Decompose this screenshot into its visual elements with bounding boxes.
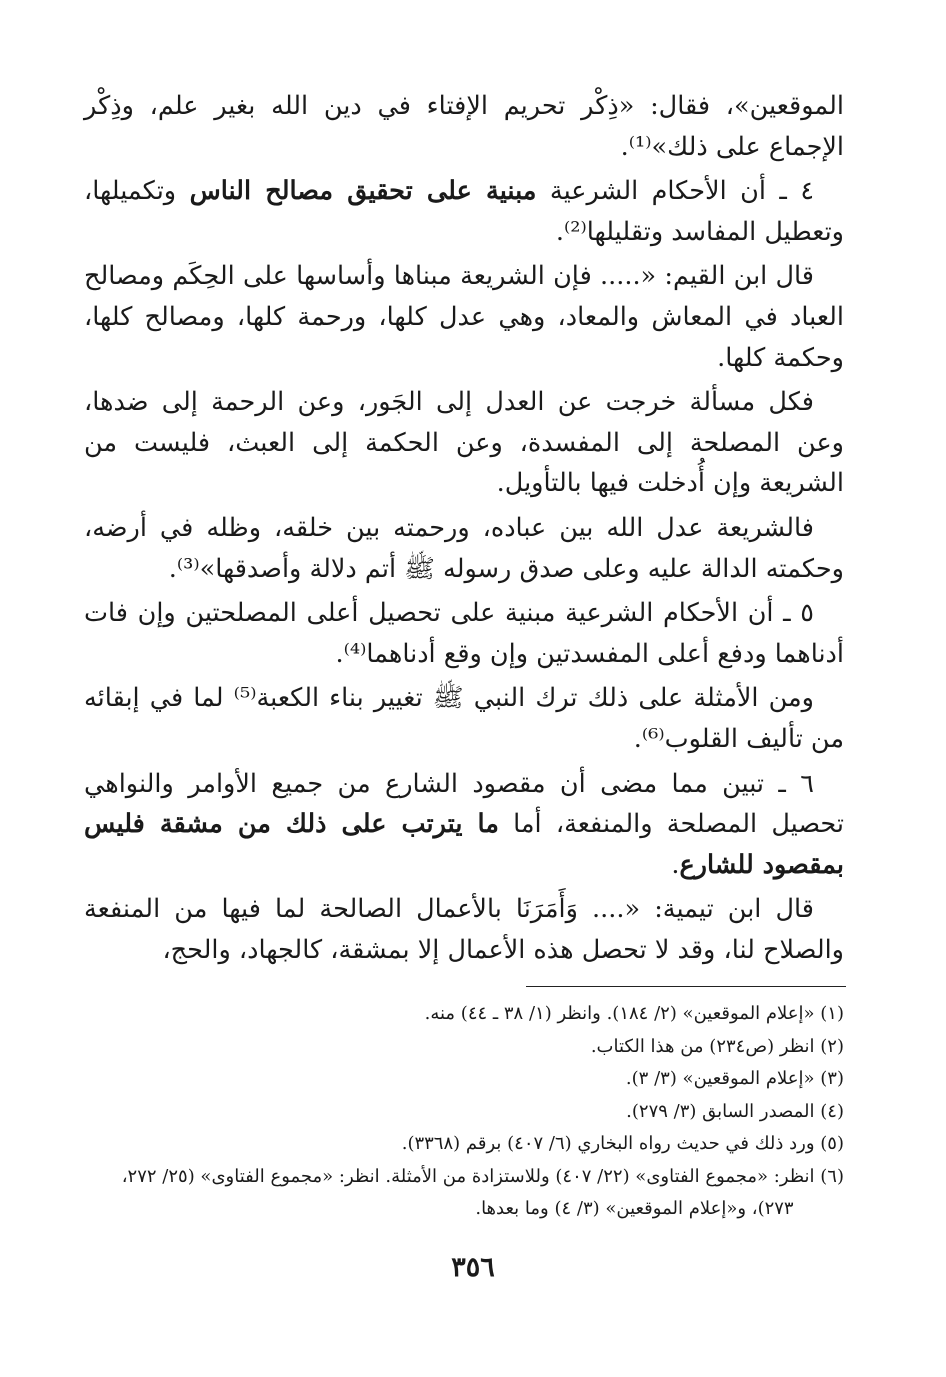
main-text — [84, 86, 844, 970]
bold-phrase: ما يترتب على ذلك من مشقة فليس بمقصود للشارع — [84, 809, 844, 880]
footnote-separator — [526, 986, 846, 987]
footnote-2: (٢) انظر (ص٢٣٤) من هذا الكتاب. — [590, 1035, 844, 1057]
page-number: ٣٥٦ — [451, 1252, 495, 1283]
paragraph-3: قال ابن القيم: «..... فإن الشريعة مبناها وأساسها على الحِكَم ومصالح العباد في المعاش والمعاد، وهي عدل كلها، ورحمة كلها، ومصالح كلها، وحكمة كلها. — [84, 261, 844, 373]
footnote-1: (١) «إعلام الموقعين» (٢/ ١٨٤). وانظر (١/ ٣٨ ـ ٤٤) منه. — [424, 1003, 844, 1024]
paragraph-7: ومن الأمثلة على ذلك ترك النبي ﷺ تغيير بناء الكعبة⁽⁵⁾ لما في إبقائه من تأليف القلوب⁽⁶⁾. — [84, 683, 844, 754]
footnote-6: (٦) انظر: «مجموع الفتاوى» (٢٢/ ٤٠٧) وللاستزادة من الأمثلة. انظر: «مجموع الفتاوى» (٢٥/ ٢٧٢، ٢٧٣)، و«إعلام الموقعين» (٣/ ٤) وما بعدها. — [121, 1165, 844, 1219]
footnote-3: (٣) «إعلام الموقعين» (٣/ ٣). — [625, 1068, 844, 1089]
paragraph-1: الموقعين»، فقال: «ذِكْر تحريم الإفتاء في دين الله بغير علم، وذِكْر الإجماع على ذلك»⁽¹⁾. — [84, 91, 844, 162]
paragraph-2: ٤ ـ أن الأحكام الشرعية مبنية على تحقيق مصالح الناس وتكميلها، وتعطيل المفاسد وتقليلها⁽²⁾. — [84, 176, 844, 247]
paragraph-8 — [84, 764, 844, 886]
paragraph-9: قال ابن تيمية: «.... وَأَمَرَنَا بالأعمال الصالحة لما فيها من المنفعة والصلاح لنا، وقد لا تحصل هذه الأعمال إلا بمشقة، كالجهاد، والحج، — [84, 894, 844, 965]
footnote-4: (٤) المصدر السابق (٣/ ٢٧٩). — [626, 1100, 844, 1122]
bold-phrase: مبنية على تحقيق مصالح الناس — [189, 176, 537, 207]
paragraph-6: ٥ ـ أن الأحكام الشرعية مبنية على تحصيل أعلى المصلحتين وإن فات أدناهما ودفع أعلى المفسدتين وإن وقع أدناهما⁽⁴⁾. — [84, 598, 844, 669]
section-6-text: ٦ ـ تبين مما مضى أن مقصود الشارع من جميع الأوامر والنواهي تحصيل المصلحة والمنفعة، أما ما يترتب على ذلك من مشقة فليس بمقصود للشارع. — [84, 768, 844, 880]
paragraph-5: فالشريعة عدل الله بين عباده، ورحمته بين خلقه، وظله في أرضه، وحكمته الدالة عليه وعلى صدق رسوله ﷺ أتم دلالة وأصدقها»⁽³⁾. — [84, 512, 844, 584]
paragraph-4: فكل مسألة خرجت عن العدل إلى الجَور، وعن الرحمة إلى ضدها، وعن المصلحة إلى المفسدة، وعن الحكمة إلى العبث، فليست من الشريعة وإن أُدخلت فيها بالتأويل. — [84, 387, 844, 499]
footnotes — [84, 998, 844, 1226]
footnote-5: (٥) ورد ذلك في حديث رواه البخاري (٦/ ٤٠٧) برقم (٣٣٦٨). — [401, 1133, 844, 1154]
